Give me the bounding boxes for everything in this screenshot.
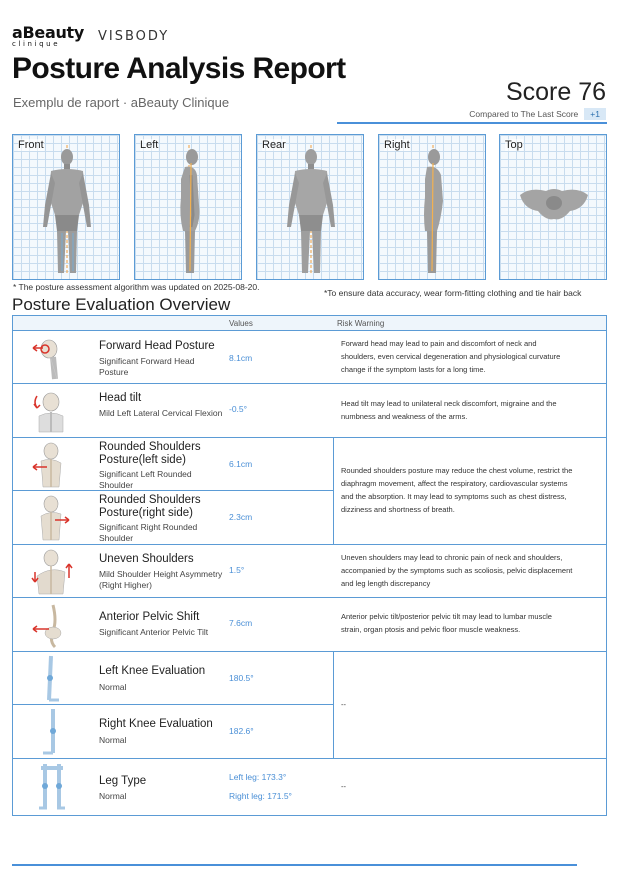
header-values: Values	[229, 319, 253, 328]
section-title: Posture Evaluation Overview	[12, 295, 231, 314]
row-name: Left Knee Evaluation	[99, 665, 206, 677]
view-front	[12, 134, 120, 280]
row-desc: Significant Left Rounded Shoulder	[99, 469, 192, 490]
visbody-logo: VISBODY	[98, 29, 170, 44]
row-name: Forward Head Posture	[99, 340, 215, 352]
left-knee-icon	[27, 654, 77, 704]
risk-leg-type: --	[341, 782, 346, 791]
view-label-front: Front	[18, 139, 44, 151]
row-desc: Significant Anterior Pelvic Tilt	[99, 627, 209, 637]
row-name: Rounded Shoulders Posture(left side)	[99, 441, 201, 466]
row-value: 6.1cm	[229, 459, 253, 469]
view-top	[499, 134, 607, 280]
row-desc: Significant Right Rounded Shoulder	[99, 522, 198, 543]
row-desc: Normal	[99, 735, 127, 745]
uneven-shoulders-icon	[27, 548, 77, 596]
algorithm-note: * The posture assessment algorithm was updated on 2025-08-20.	[13, 282, 260, 292]
pelvic-shift-icon	[27, 601, 77, 649]
score-value: Score 76	[505, 78, 606, 106]
footer-divider	[12, 864, 577, 866]
accuracy-note: *To ensure data accuracy, wear form-fitting clothing and tie hair back	[324, 288, 582, 298]
score-compare	[469, 108, 606, 120]
rounded-shoulder-left-icon	[27, 441, 77, 489]
row-desc: Normal	[99, 682, 127, 692]
row-name: Uneven Shoulders	[99, 553, 194, 565]
table-row	[13, 652, 333, 705]
row-value: 8.1cm	[229, 353, 253, 363]
row-name: Right Knee Evaluation	[99, 718, 213, 730]
table-row	[13, 331, 606, 384]
view-label-top: Top	[505, 139, 523, 151]
row-desc: Mild Shoulder Height Asymmetry (Right Higher)	[99, 569, 223, 590]
forward-head-icon	[27, 335, 77, 381]
table-row	[13, 598, 606, 652]
table-row	[13, 545, 606, 598]
table-row	[13, 759, 606, 816]
right-knee-icon	[27, 707, 77, 757]
report-title: Posture Analysis Report	[12, 52, 346, 85]
risk-knees: --	[341, 700, 346, 709]
row-value: 182.6°	[229, 726, 254, 736]
table-row	[13, 438, 333, 491]
column-divider	[333, 438, 334, 545]
view-rear	[256, 134, 364, 280]
score-delta-badge: +1	[584, 108, 606, 120]
risk-pelvic-shift: Anterior pelvic tilt/posterior pelvic tilt may lead to lumbar muscle strain, organ ptosis and pelvic floor muscle weakness.	[341, 612, 552, 634]
top-body-figure	[500, 135, 608, 281]
row-name: Rounded Shoulders Posture(right side)	[99, 494, 201, 519]
row-desc: Normal	[99, 791, 127, 801]
front-body-figure	[13, 135, 121, 281]
view-right	[378, 134, 486, 280]
rounded-shoulder-right-icon	[27, 494, 77, 542]
row-value: 7.6cm	[229, 618, 253, 628]
row-value: 2.3cm	[229, 512, 253, 522]
abeauty-logo	[12, 23, 85, 48]
row-value-left-leg: Left leg: 173.3°	[229, 772, 287, 782]
risk-forward-head: Forward head may lead to pain and discomfort of neck and shoulders, even cervical degeneration and physiological curvature change if the symptom lasts for a long time.	[341, 339, 561, 374]
brand-logos	[12, 23, 170, 48]
row-name: Anterior Pelvic Shift	[99, 611, 200, 623]
row-desc: Mild Left Lateral Cervical Flexion	[99, 408, 223, 418]
row-name: Leg Type	[99, 775, 147, 787]
abeauty-logo-main: aBeauty	[12, 23, 85, 42]
row-desc: Significant Forward Head Posture	[99, 356, 195, 377]
score-compare-label: Compared to The Last Score	[469, 109, 579, 119]
report-subtitle: Exemplu de raport · aBeauty Clinique	[13, 95, 230, 110]
risk-uneven-shoulders: Uneven shoulders may lead to chronic pain of neck and shoulders, accompanied by the symptoms such as scoliosis, pelvic displacement and leg length discrepancy	[341, 553, 573, 588]
view-label-right: Right	[384, 139, 410, 151]
table-row	[13, 384, 606, 438]
header-risk-warning: Risk Warning	[337, 319, 385, 328]
head-tilt-icon	[27, 388, 77, 434]
row-value: 180.5°	[229, 673, 254, 683]
rear-body-figure	[257, 135, 365, 281]
abeauty-logo-sub: clinique	[12, 40, 61, 48]
row-value: -0.5°	[229, 404, 248, 414]
table-row	[13, 705, 606, 759]
risk-rounded-shoulders: Rounded shoulders posture may reduce the chest volume, restrict the diaphragm movement, affect the respiratory, cardiovascular systems and the absorption. It may lead to symptoms such as chest distress, dizziness and shortness of breath.	[341, 466, 573, 514]
row-value-right-leg: Right leg: 171.5°	[229, 791, 292, 801]
posture-evaluation-table	[12, 315, 607, 816]
right-body-figure	[379, 135, 487, 281]
table-header	[13, 316, 606, 331]
row-value: 1.5°	[229, 565, 245, 575]
view-left	[134, 134, 242, 280]
column-divider	[333, 652, 334, 759]
posture-views	[12, 134, 607, 280]
leg-type-icon	[27, 762, 77, 812]
risk-head-tilt: Head tilt may lead to unilateral neck discomfort, migraine and the numbness and weakness of the arms.	[341, 399, 557, 421]
row-name: Head tilt	[99, 392, 142, 404]
view-label-left: Left	[140, 139, 159, 151]
view-label-rear: Rear	[262, 139, 286, 151]
header-divider	[337, 122, 607, 124]
left-body-figure	[135, 135, 243, 281]
